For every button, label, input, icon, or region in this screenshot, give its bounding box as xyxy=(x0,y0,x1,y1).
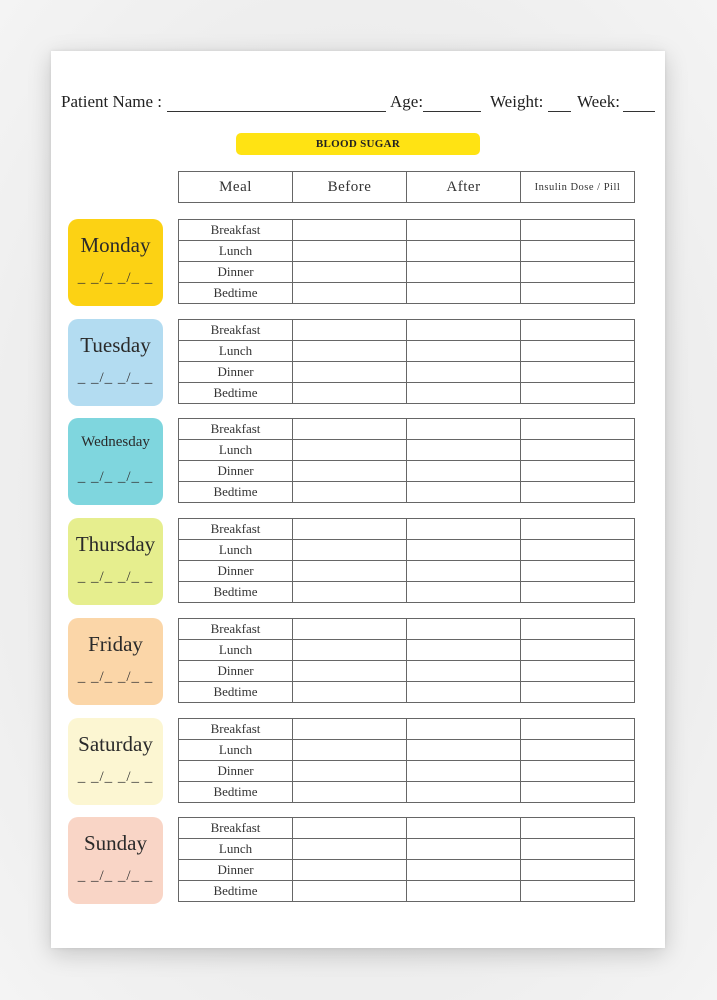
table-row xyxy=(179,540,635,561)
after-cell[interactable] xyxy=(407,782,521,803)
after-cell[interactable] xyxy=(407,860,521,881)
day-table-saturday xyxy=(178,718,635,803)
before-cell[interactable] xyxy=(293,482,407,503)
after-cell[interactable] xyxy=(407,582,521,603)
meal-label: Lunch xyxy=(179,341,293,362)
day-date-field[interactable]: _ _/_ _/_ _ xyxy=(77,270,154,286)
table-row xyxy=(179,561,635,582)
before-cell[interactable] xyxy=(293,719,407,740)
column-header-row xyxy=(178,171,635,203)
meal-label: Dinner xyxy=(179,262,293,283)
meal-label: Breakfast xyxy=(179,419,293,440)
age-label: Age: xyxy=(390,92,424,111)
meal-label: Lunch xyxy=(179,540,293,561)
meal-label: Dinner xyxy=(179,761,293,782)
table-row xyxy=(179,519,635,540)
before-cell[interactable] xyxy=(293,640,407,661)
before-cell[interactable] xyxy=(293,561,407,582)
patient-name-field[interactable] xyxy=(167,92,386,112)
table-row xyxy=(179,383,635,404)
table-row xyxy=(179,818,635,839)
before-cell[interactable] xyxy=(293,740,407,761)
insulin-cell[interactable] xyxy=(521,782,635,803)
before-cell[interactable] xyxy=(293,320,407,341)
day-card-thursday xyxy=(68,518,163,605)
insulin-cell[interactable] xyxy=(521,761,635,782)
before-cell[interactable] xyxy=(293,241,407,262)
insulin-cell[interactable] xyxy=(521,419,635,440)
table-row xyxy=(179,440,635,461)
table-row xyxy=(179,283,635,304)
day-table-friday xyxy=(178,618,635,703)
day-name: Saturday xyxy=(78,732,153,756)
day-table-sunday xyxy=(178,817,635,902)
insulin-cell[interactable] xyxy=(521,461,635,482)
before-cell[interactable] xyxy=(293,619,407,640)
day-name: Wednesday xyxy=(81,434,150,450)
before-cell[interactable] xyxy=(293,419,407,440)
after-cell[interactable] xyxy=(407,619,521,640)
weight-label: Weight: xyxy=(490,92,544,111)
insulin-cell[interactable] xyxy=(521,740,635,761)
meal-label: Bedtime xyxy=(179,582,293,603)
insulin-cell[interactable] xyxy=(521,881,635,902)
before-cell[interactable] xyxy=(293,440,407,461)
table-row xyxy=(179,419,635,440)
column-header-insulin: Insulin Dose / Pill xyxy=(521,172,635,203)
before-cell[interactable] xyxy=(293,540,407,561)
table-row xyxy=(179,640,635,661)
meal-label: Dinner xyxy=(179,661,293,682)
meal-label: Lunch xyxy=(179,640,293,661)
before-cell[interactable] xyxy=(293,461,407,482)
insulin-cell[interactable] xyxy=(521,860,635,881)
after-cell[interactable] xyxy=(407,482,521,503)
blood-sugar-log-sheet xyxy=(51,51,665,948)
after-cell[interactable] xyxy=(407,220,521,241)
insulin-cell[interactable] xyxy=(521,582,635,603)
day-card-tuesday xyxy=(68,319,163,406)
insulin-cell[interactable] xyxy=(521,262,635,283)
insulin-cell[interactable] xyxy=(521,383,635,404)
table-row xyxy=(179,839,635,860)
week-label: Week: xyxy=(577,92,620,111)
day-card-sunday xyxy=(68,817,163,904)
day-card-monday xyxy=(68,219,163,306)
meal-label: Lunch xyxy=(179,839,293,860)
after-cell[interactable] xyxy=(407,262,521,283)
day-card-saturday xyxy=(68,718,163,805)
after-cell[interactable] xyxy=(407,682,521,703)
table-row xyxy=(179,262,635,283)
insulin-cell[interactable] xyxy=(521,839,635,860)
meal-label: Bedtime xyxy=(179,482,293,503)
before-cell[interactable] xyxy=(293,818,407,839)
insulin-cell[interactable] xyxy=(521,519,635,540)
day-table-monday xyxy=(178,219,635,304)
before-cell[interactable] xyxy=(293,262,407,283)
before-cell[interactable] xyxy=(293,283,407,304)
meal-label: Breakfast xyxy=(179,519,293,540)
before-cell[interactable] xyxy=(293,519,407,540)
table-row xyxy=(179,661,635,682)
meal-label: Dinner xyxy=(179,561,293,582)
after-cell[interactable] xyxy=(407,461,521,482)
table-row xyxy=(179,619,635,640)
day-card-friday xyxy=(68,618,163,705)
insulin-cell[interactable] xyxy=(521,719,635,740)
meal-label: Breakfast xyxy=(179,719,293,740)
day-card-wednesday xyxy=(68,418,163,505)
after-cell[interactable] xyxy=(407,362,521,383)
table-row xyxy=(179,482,635,503)
table-row xyxy=(179,241,635,262)
meal-label: Breakfast xyxy=(179,320,293,341)
insulin-cell[interactable] xyxy=(521,561,635,582)
insulin-cell[interactable] xyxy=(521,320,635,341)
after-cell[interactable] xyxy=(407,383,521,404)
table-row xyxy=(179,719,635,740)
day-date-field[interactable]: _ _/_ _/_ _ xyxy=(77,868,154,884)
before-cell[interactable] xyxy=(293,881,407,902)
meal-label: Breakfast xyxy=(179,619,293,640)
insulin-cell[interactable] xyxy=(521,362,635,383)
meal-label: Bedtime xyxy=(179,283,293,304)
before-cell[interactable] xyxy=(293,362,407,383)
after-cell[interactable] xyxy=(407,419,521,440)
patient-info-line xyxy=(61,92,657,116)
after-cell[interactable] xyxy=(407,640,521,661)
before-cell[interactable] xyxy=(293,661,407,682)
day-name: Monday xyxy=(80,233,151,257)
before-cell[interactable] xyxy=(293,761,407,782)
insulin-cell[interactable] xyxy=(521,619,635,640)
day-name: Tuesday xyxy=(80,333,151,357)
after-cell[interactable] xyxy=(407,818,521,839)
meal-label: Breakfast xyxy=(179,818,293,839)
weight-field[interactable] xyxy=(548,92,571,112)
table-row xyxy=(179,761,635,782)
meal-label: Lunch xyxy=(179,241,293,262)
after-cell[interactable] xyxy=(407,241,521,262)
meal-label: Lunch xyxy=(179,740,293,761)
table-row xyxy=(179,461,635,482)
age-field[interactable] xyxy=(423,92,481,112)
patient-name-label: Patient Name : xyxy=(61,92,163,111)
after-cell[interactable] xyxy=(407,440,521,461)
table-row xyxy=(179,582,635,603)
column-header-after: After xyxy=(407,172,521,203)
insulin-cell[interactable] xyxy=(521,818,635,839)
meal-label: Bedtime xyxy=(179,682,293,703)
meal-label: Bedtime xyxy=(179,782,293,803)
day-date-field[interactable]: _ _/_ _/_ _ xyxy=(77,769,154,785)
after-cell[interactable] xyxy=(407,341,521,362)
insulin-cell[interactable] xyxy=(521,682,635,703)
meal-label: Dinner xyxy=(179,461,293,482)
day-date-field[interactable]: _ _/_ _/_ _ xyxy=(77,370,154,386)
after-cell[interactable] xyxy=(407,561,521,582)
after-cell[interactable] xyxy=(407,661,521,682)
column-header-before: Before xyxy=(293,172,407,203)
day-name: Sunday xyxy=(84,831,147,855)
before-cell[interactable] xyxy=(293,782,407,803)
after-cell[interactable] xyxy=(407,320,521,341)
insulin-cell[interactable] xyxy=(521,440,635,461)
table-row xyxy=(179,341,635,362)
table-row xyxy=(179,881,635,902)
table-row xyxy=(179,740,635,761)
before-cell[interactable] xyxy=(293,220,407,241)
table-row xyxy=(179,362,635,383)
table-row xyxy=(179,220,635,241)
day-table-thursday xyxy=(178,518,635,603)
day-date-field[interactable]: _ _/_ _/_ _ xyxy=(77,669,154,685)
week-field[interactable] xyxy=(623,92,655,112)
meal-label: Bedtime xyxy=(179,383,293,404)
before-cell[interactable] xyxy=(293,341,407,362)
day-date-field[interactable]: _ _/_ _/_ _ xyxy=(77,469,154,485)
before-cell[interactable] xyxy=(293,839,407,860)
table-row xyxy=(179,860,635,881)
day-name: Friday xyxy=(88,632,143,656)
table-row xyxy=(179,682,635,703)
after-cell[interactable] xyxy=(407,283,521,304)
after-cell[interactable] xyxy=(407,881,521,902)
before-cell[interactable] xyxy=(293,582,407,603)
before-cell[interactable] xyxy=(293,860,407,881)
day-table-wednesday xyxy=(178,418,635,503)
table-row xyxy=(179,320,635,341)
table-row xyxy=(179,782,635,803)
column-header-meal: Meal xyxy=(179,172,293,203)
meal-label: Bedtime xyxy=(179,881,293,902)
after-cell[interactable] xyxy=(407,719,521,740)
insulin-cell[interactable] xyxy=(521,640,635,661)
after-cell[interactable] xyxy=(407,540,521,561)
insulin-cell[interactable] xyxy=(521,482,635,503)
insulin-cell[interactable] xyxy=(521,540,635,561)
after-cell[interactable] xyxy=(407,740,521,761)
day-name: Thursday xyxy=(75,532,156,556)
meal-label: Breakfast xyxy=(179,220,293,241)
insulin-cell[interactable] xyxy=(521,341,635,362)
after-cell[interactable] xyxy=(407,519,521,540)
meal-label: Lunch xyxy=(179,440,293,461)
blood-sugar-title: BLOOD SUGAR xyxy=(236,133,480,155)
insulin-cell[interactable] xyxy=(521,283,635,304)
before-cell[interactable] xyxy=(293,383,407,404)
meal-label: Dinner xyxy=(179,362,293,383)
day-date-field[interactable]: _ _/_ _/_ _ xyxy=(77,569,154,585)
insulin-cell[interactable] xyxy=(521,661,635,682)
insulin-cell[interactable] xyxy=(521,220,635,241)
after-cell[interactable] xyxy=(407,839,521,860)
meal-label: Dinner xyxy=(179,860,293,881)
before-cell[interactable] xyxy=(293,682,407,703)
insulin-cell[interactable] xyxy=(521,241,635,262)
day-table-tuesday xyxy=(178,319,635,404)
after-cell[interactable] xyxy=(407,761,521,782)
